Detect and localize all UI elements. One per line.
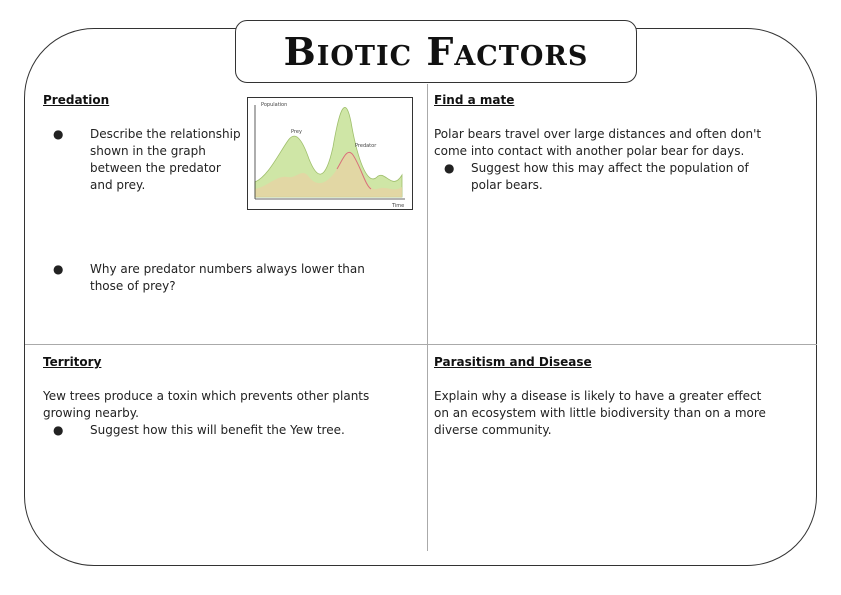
bullet-glyph: ● [53,127,64,141]
predation-bullet-2-line: Why are predator numbers always lower than [90,262,365,276]
parasitism-line: diverse community. [434,423,552,437]
page-title: Biotic Factors [283,29,589,74]
horizontal-divider [25,344,817,345]
find-mate-line: Polar bears travel over large distances and often don't [434,127,762,141]
territory-bullet-line: Suggest how this will benefit the Yew tree. [90,423,345,437]
bullet-glyph: ● [53,262,64,276]
find-mate-paragraph [434,126,814,160]
territory-heading: Territory [43,355,102,369]
find-mate-heading: Find a mate [434,93,515,107]
predation-bullet-1-line: between the predator [90,161,221,175]
parasitism-line: on an ecosystem with little biodiversity than on a more [434,406,766,420]
graph-prey-label: Prey [291,129,302,135]
territory-line: Yew trees produce a toxin which prevents other plants [43,389,370,403]
territory-line: growing nearby. [43,406,139,420]
title-box [235,20,637,83]
find-mate-bullet-line: polar bears. [471,178,543,192]
find-mate-bullet-line: Suggest how this may affect the population of [471,161,749,175]
bullet-glyph: ● [53,423,64,437]
parasitism-paragraph [434,388,814,439]
page-frame [24,28,817,566]
predation-bullet-1-line: and prey. [90,178,146,192]
predation-bullet-2-line: those of prey? [90,279,176,293]
vertical-divider [427,84,428,551]
find-mate-line: come into contact with another polar bear for days. [434,144,745,158]
graph-ylabel: Population [261,102,288,108]
predation-bullet-1-line: shown in the graph [90,144,206,158]
parasitism-heading: Parasitism and Disease [434,355,592,369]
bullet-glyph: ● [444,161,455,175]
graph-xlabel: Time [392,203,405,209]
predator-prey-graph [247,97,413,210]
predation-heading: Predation [43,93,110,107]
graph-predator-label: Predator [355,143,377,149]
parasitism-line: Explain why a disease is likely to have a greater effect [434,389,762,403]
predation-bullet-1-line: Describe the relationship [90,127,241,141]
territory-paragraph [43,388,423,422]
